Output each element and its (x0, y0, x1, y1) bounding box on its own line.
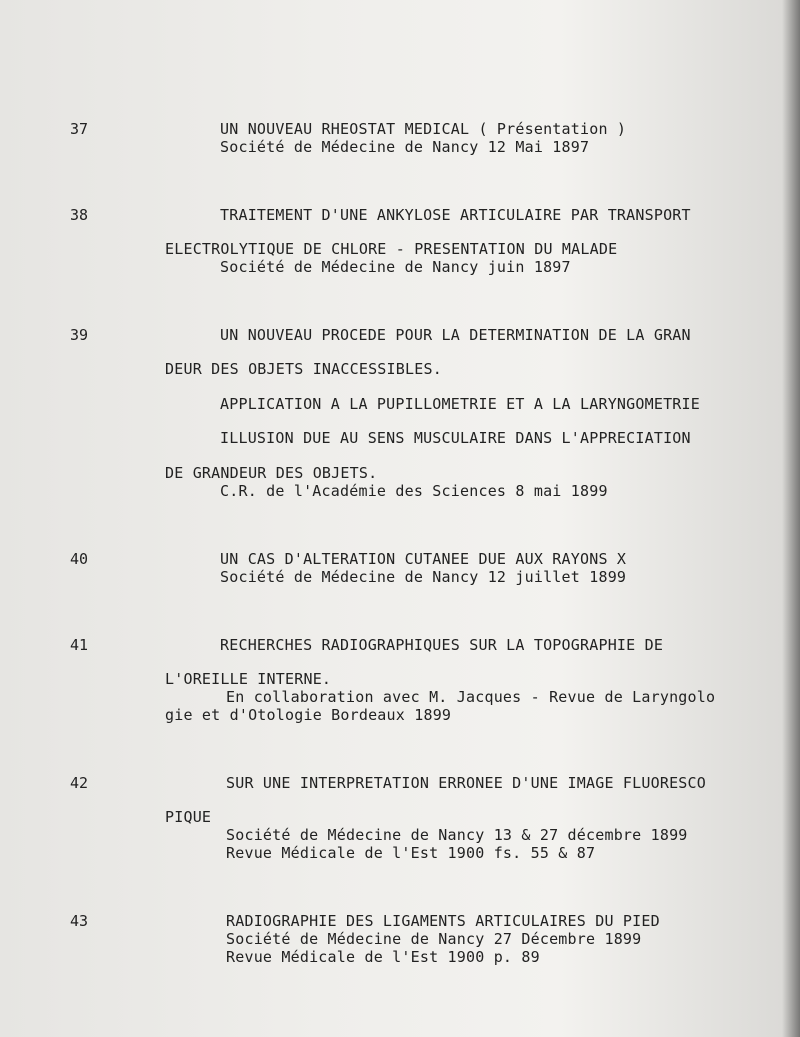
entry-title: SUR UNE INTERPRETATION ERRONEE D'UNE IMAGE FLUORESCO (226, 774, 706, 792)
entry-reference: En collaboration avec M. Jacques - Revue de Laryngolo (226, 688, 716, 706)
entry-reference-continued: gie et d'Otologie Bordeaux 1899 (165, 706, 452, 724)
entry-title: UN NOUVEAU RHEOSTAT MEDICAL ( Présentation ) (220, 120, 627, 138)
entry-number: 38 (70, 206, 89, 224)
entry-reference: Société de Médecine de Nancy 27 Décembre 1899 (226, 930, 642, 948)
entry-title: UN CAS D'ALTERATION CUTANEE DUE AUX RAYONS X (220, 550, 627, 568)
page-edge-shadow (782, 0, 800, 1037)
entry-number: 41 (70, 636, 89, 654)
entry-number: 39 (70, 326, 89, 344)
entry-title: RADIOGRAPHIE DES LIGAMENTS ARTICULAIRES DU PIED (226, 912, 660, 930)
entry-reference: Revue Médicale de l'Est 1900 p. 89 (226, 948, 540, 966)
entry-title-continued: DEUR DES OBJETS INACCESSIBLES. (165, 360, 442, 378)
entry-number: 43 (70, 912, 89, 930)
entry-title: UN NOUVEAU PROCEDE POUR LA DETERMINATION DE LA GRAN (220, 326, 691, 344)
entry-subtitle-continued: DE GRANDEUR DES OBJETS. (165, 464, 378, 482)
entry-title-continued: L'OREILLE INTERNE. (165, 670, 332, 688)
entry-number: 42 (70, 774, 89, 792)
entry-reference: Société de Médecine de Nancy juin 1897 (220, 258, 571, 276)
entry-subtitle: APPLICATION A LA PUPILLOMETRIE ET A LA LARYNGOMETRIE (220, 395, 700, 413)
entry-number: 37 (70, 120, 89, 138)
entry-title: RECHERCHES RADIOGRAPHIQUES SUR LA TOPOGRAPHIE DE (220, 636, 664, 654)
entry-title-continued: PIQUE (165, 808, 212, 826)
entry-subtitle: ILLUSION DUE AU SENS MUSCULAIRE DANS L'APPRECIATION (220, 429, 691, 447)
entry-number: 40 (70, 550, 89, 568)
entry-title: TRAITEMENT D'UNE ANKYLOSE ARTICULAIRE PAR TRANSPORT (220, 206, 691, 224)
entry-reference: Société de Médecine de Nancy 12 Mai 1897 (220, 138, 590, 156)
entry-reference: Revue Médicale de l'Est 1900 fs. 55 & 87 (226, 844, 596, 862)
entry-reference: Société de Médecine de Nancy 13 & 27 décembre 1899 (226, 826, 688, 844)
entry-reference: Société de Médecine de Nancy 12 juillet 1899 (220, 568, 627, 586)
entry-title-continued: ELECTROLYTIQUE DE CHLORE - PRESENTATION DU MALADE (165, 240, 618, 258)
entry-reference: C.R. de l'Académie des Sciences 8 mai 1899 (220, 482, 608, 500)
